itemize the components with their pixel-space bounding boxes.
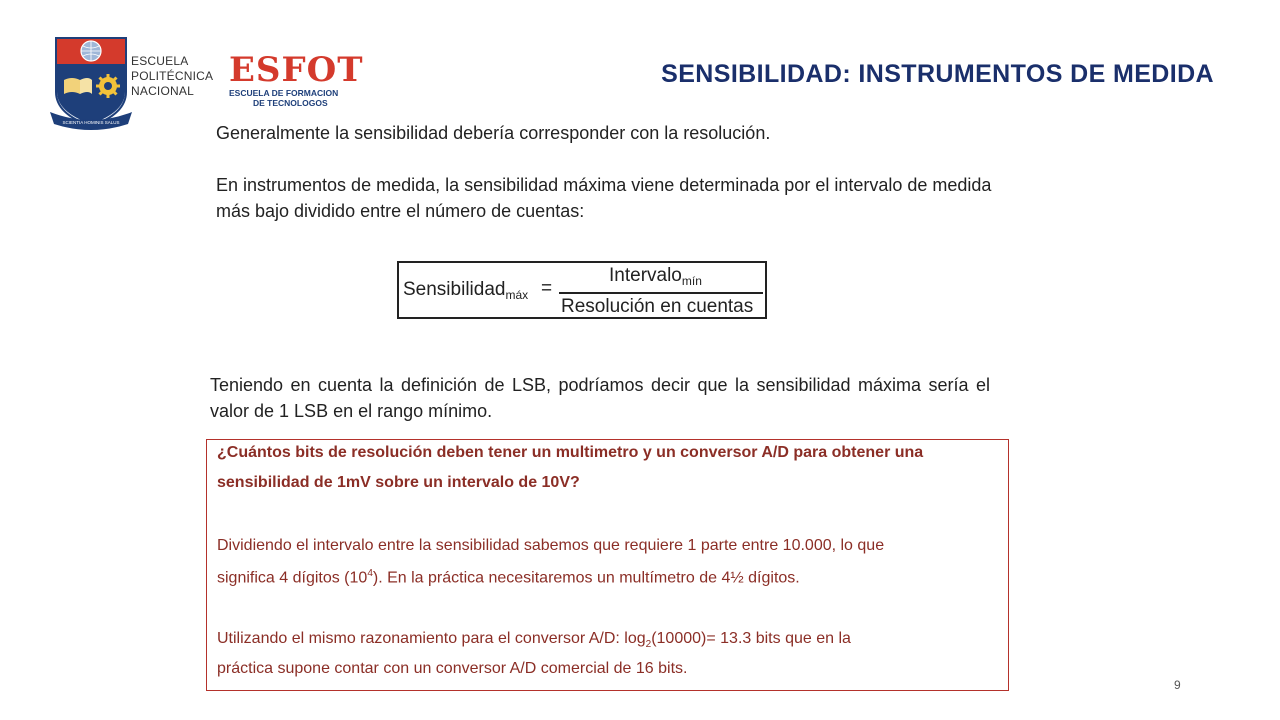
formula-num-text: Intervalo — [609, 265, 682, 286]
formula-box — [397, 261, 767, 319]
paragraph-1: Generalmente la sensibilidad debería corresponder con la resolución. — [216, 123, 771, 143]
question-box — [206, 439, 1009, 691]
answer-line-3 — [217, 630, 851, 650]
answer-exponent: 4 — [367, 568, 373, 579]
answer-line-2a: significa 4 dígitos (10 — [217, 569, 368, 587]
formula-numerator — [609, 265, 702, 288]
formula-num-sub: mín — [681, 274, 702, 288]
log-base: 2 — [645, 639, 652, 651]
epn-seal-logo — [48, 34, 134, 134]
formula-lhs — [403, 279, 528, 302]
formula-lhs-sub: máx — [505, 288, 529, 302]
formula-equals: = — [541, 278, 553, 299]
formula-lhs-text: Sensibilidad — [403, 279, 506, 300]
paragraph-3: Teniendo en cuenta la definición de LSB, podríamos decir que la sensibilidad máxima sería el valor de 1 LSB en el rango mínimo. — [210, 375, 990, 421]
paragraph-2: En instrumentos de medida, la sensibilidad máxima viene determinada por el intervalo de medida más bajo dividido entre el número de cuentas: — [216, 175, 992, 221]
answer-line-2b: ). En la práctica necesitaremos un multímetro de 4½ dígitos. — [372, 569, 800, 587]
seal-motto: SCIENTIA HOMINIS SALUS — [62, 120, 120, 125]
esfot-sub-line-2: DE TECNOLOGOS — [253, 98, 328, 108]
institution-line-3: NACIONAL — [131, 84, 194, 98]
institution-name — [131, 54, 213, 99]
fraction-bar — [559, 292, 763, 294]
esfot-sub-line-1: ESCUELA DE FORMACION — [229, 88, 339, 98]
page-number: 9 — [1174, 678, 1181, 692]
esfot-subtitle — [229, 88, 338, 108]
formula-denominator: Resolución en cuentas — [561, 296, 754, 317]
esfot-logo-word: ESFOT — [229, 50, 364, 90]
answer-line-3b: (10000)= 13.3 bits que en la — [651, 630, 851, 647]
question-line-1: ¿Cuántos bits de resolución deben tener un multimetro y un conversor A/D para obtener una — [217, 444, 924, 461]
institution-line-2: POLITÉCNICA — [131, 69, 214, 83]
slide-title: SENSIBILIDAD: INSTRUMENTOS DE MEDIDA — [661, 60, 1214, 88]
answer-line-1: Dividiendo el intervalo entre la sensibilidad sabemos que requiere 1 parte entre 10.000, lo que — [217, 537, 885, 554]
answer-line-2 — [217, 568, 800, 587]
institution-line-1: ESCUELA — [131, 54, 189, 68]
question-line-2: sensibilidad de 1mV sobre un intervalo de 10V? — [217, 474, 580, 491]
answer-line-4: práctica supone contar con un conversor A/D comercial de 16 bits. — [217, 660, 688, 677]
answer-line-3a: Utilizando el mismo razonamiento para el conversor A/D: log — [217, 630, 646, 647]
